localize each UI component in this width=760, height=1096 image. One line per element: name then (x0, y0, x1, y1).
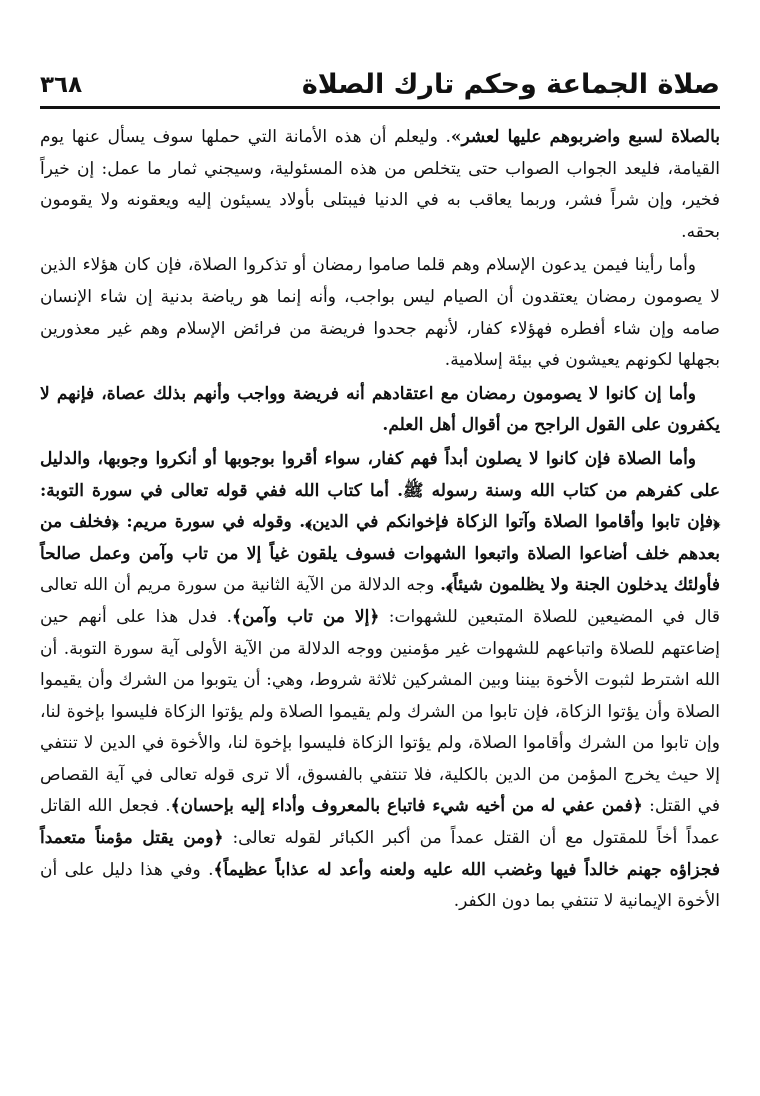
paragraph (40, 122, 720, 248)
paragraph (40, 444, 720, 918)
page-header (40, 56, 720, 109)
text-segment: . فدل هذا على أنهم حين إضاعتهم للصلاة واتباعهم للشهوات غير مؤمنين ووجه الدلالة من الآية الأولى آية سورة التوبة. أن الله اشترط لثبوت الأخوة بيننا وبين المشركين ثلاثة شروط، وهي: أن يتوبوا من الشرك وأن يقيموا الصلاة وأن يؤتوا الزكاة، فإن تابوا من الشرك ولم يقيموا الصلاة ولم يؤتوا الزكاة فليسوا بإخوة لنا، وإن تابوا من الشرك وأقاموا الصلاة، ولم يؤتوا الزكاة فليسوا بإخوة لنا، والأخوة في الدين لا تنتفي إلا حيث يخرج المؤمن من الدين بالكلية، فلا تنتفي بالفسوق، ألا ترى قوله تعالى في آية القصاص في القتل: (40, 606, 720, 817)
paragraph (40, 250, 720, 376)
text-segment: . وليعلم أن هذه الأمانة التي حملها سوف يسأل عنها يوم القيامة، فليعد الجواب الصواب حتى يتخلص من هذه المسئولية، وسيجني ثمار ما عمل: إن خيراً فخير، وإن شراً فشر، وربما يعاقب به في الدنيا فيبتلى بأولاد يسيئون إليه ويعقونه ولا يقومون بحقه. (40, 127, 720, 242)
page-number: ٣٦٨ (40, 72, 83, 98)
quran-verse: ﴿فمن عفي له من أخيه شيء فاتباع بالمعروف وأداء إليه بإحسان﴾ (170, 796, 643, 817)
running-title: صلاة الجماعة وحكم تارك الصلاة (301, 69, 720, 100)
text-segment: وأما إن كانوا لا يصومون رمضان مع اعتقادهم أنه فريضة وواجب وأنهم بذلك عصاة، فإنهم لا يكفرون على القول الراجح من أقوال أهل العلم. (40, 383, 720, 436)
body-text (40, 122, 720, 918)
paragraph (40, 379, 720, 442)
text-segment: . فجعل الله القاتل عمداً أخاً للمقتول مع أن القتل عمداً من أكبر الكبائر لقوله تعالى: (40, 796, 720, 849)
text-segment: وأما رأينا فيمن يدعون الإسلام وهم قلما صاموا رمضان أو تذكروا الصلاة، فإن كان هؤلاء الذين لا يصومون رمضان يعتقدون أن الصيام ليس بواجب، وأنه إنما هو رياضة بدنية إن شاء الإنسان صامه وإن شاء أفطره فهؤلاء كفار، لأنهم جحدوا فريضة من فرائض الإسلام وهم غير معذورين بجهلها لكونهم يعيشون في بيئة إسلامية. (40, 255, 720, 371)
text-segment: . وفي هذا دليل على أن الأخوة الإيمانية لا تنتفي بما دون الكفر. (40, 859, 720, 912)
quran-verse: ﴿إلا من تاب وآمن﴾ (232, 606, 380, 627)
text-segment: وأما الصلاة فإن كانوا لا يصلون أبداً فهم كفار، سواء أقروا بوجوبها أو أنكروا وجوبها، والدليل على كفرهم من كتاب الله وسنة رسوله ﷺ. أما كتاب الله ففي قوله تعالى في سورة التوبة: ﴿فإن تابوا وأقاموا الصلاة وآتوا الزكاة فإخوانكم في الدين﴾. وقوله في سورة مريم: ﴿فخلف من بعدهم خلف أضاعوا الصلاة واتبعوا الشهوات فسوف يلقون غياً إلا من تاب وآمن وعمل صالحاً فأولئك يدخلون الجنة ولا يظلمون شيئاً﴾. (40, 448, 720, 596)
quran-verse: ﴿ومن يقتل مؤمناً متعمداً فجزاؤه جهنم خالداً فيها وغضب الله عليه ولعنه وأعد له عذاباً عظيماً﴾ (40, 828, 720, 880)
text-segment: وجه الدلالة من الآية الثانية من سورة مريم أن الله تعالى قال في المضيعين للصلاة المتبعين للشهوات: (40, 575, 720, 627)
text-segment: بالصلاة لسبع واضربوهم عليها لعشر» (450, 127, 720, 147)
